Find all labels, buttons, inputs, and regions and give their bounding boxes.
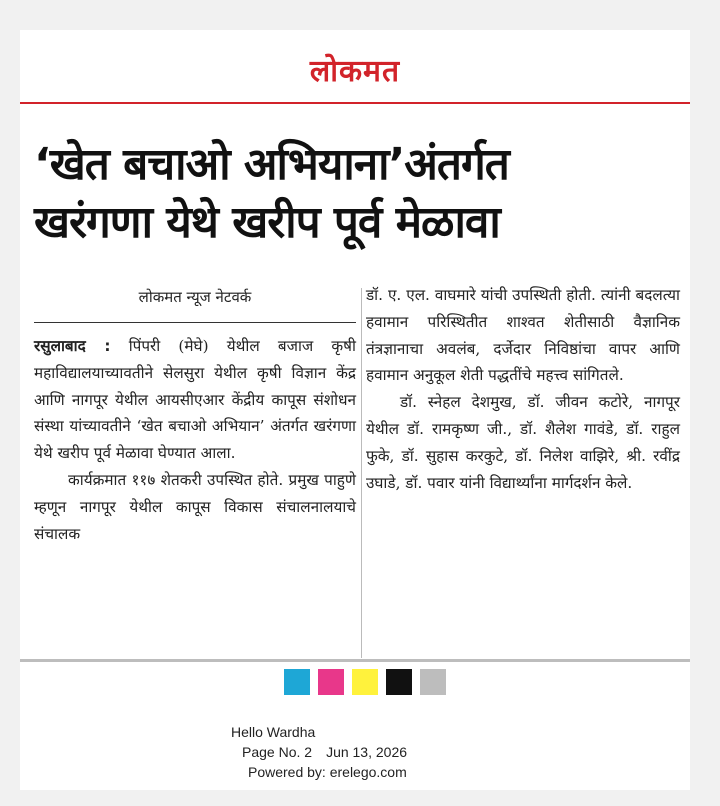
byline: लोकमत न्यूज नेटवर्क — [34, 282, 356, 323]
headline — [34, 136, 684, 252]
dateline: रसुलाबाद : — [34, 337, 111, 355]
article-paragraph-4: डॉ. स्नेहल देशमुख, डॉ. जीवन कटोरे, नागपूर येथील डॉ. रामकृष्ण जी., डॉ. शैलेश गावंडे, डॉ. राहुल फुके, डॉ. सुहास करकुटे, डॉ. निलेश वाझिरे, श्री. रवींद्र उघाडे, डॉ. पवार यांनी विद्यार्थ्यांना मार्गदर्शन केले. — [366, 393, 680, 492]
color-registration-swatches — [284, 669, 446, 695]
footer-page: Page No. 2 — [242, 744, 313, 760]
headline-line-1: ‘खेत बचाओ अभियाना’अंतर्गत — [34, 139, 509, 190]
swatch-cyan — [284, 669, 310, 695]
bottom-rule — [20, 659, 690, 662]
paragraph-1-text: पिंपरी (मेघे) येथील बजाज कृषी महाविद्यालयाच्यावतीने सेलसुरा येथील कृषी विज्ञान केंद्र आणि नागपूर येथील आयसीएआर केंद्रीय कापूस संशोधन संस्था यांच्यावतीने ‘खेत बचाओ अभियान’ अंतर्गत खरंगणा येथे खरीप पूर्व मेळावा घेण्यात आला. — [34, 337, 356, 463]
article-paragraph-1 — [34, 333, 356, 467]
footer-edition: Hello Wardha — [231, 724, 316, 740]
swatch-black — [386, 669, 412, 695]
swatch-gray — [420, 669, 446, 695]
swatch-yellow — [352, 669, 378, 695]
footer-date: Jun 13, 2026 — [326, 744, 408, 760]
article-column-right — [366, 282, 680, 496]
article-paragraph-3: डॉ. ए. एल. वाघमारे यांची उपस्थिती होती. त्यांनी बदलत्या हवामान परिस्थितीत शाश्वत शेतीसाठी वैज्ञानिक तंत्रज्ञानाचा अवलंब, दर्जेदार निविष्ठांचा वापर आणि हवामान अनुकूल शेती पद्धतींचे महत्त्व सांगितले. — [366, 286, 680, 385]
newspaper-clipping — [20, 30, 690, 790]
masthead-rule — [20, 102, 690, 104]
footer-page-date — [242, 742, 407, 762]
masthead-logo: लोकमत — [309, 54, 401, 89]
headline-line-2: खरंगणा येथे खरीप पूर्व मेळावा — [34, 197, 500, 248]
article-paragraph-2: कार्यक्रमात ११७ शेतकरी उपस्थित होते. प्रमुख पाहुणे म्हणून नागपूर येथील कापूस विकास संचालनालयाचे संचालक — [34, 470, 356, 543]
article-column-left — [34, 282, 356, 547]
column-divider — [361, 288, 362, 658]
footer-powered-by: Powered by: erelego.com — [248, 764, 407, 780]
swatch-magenta — [318, 669, 344, 695]
